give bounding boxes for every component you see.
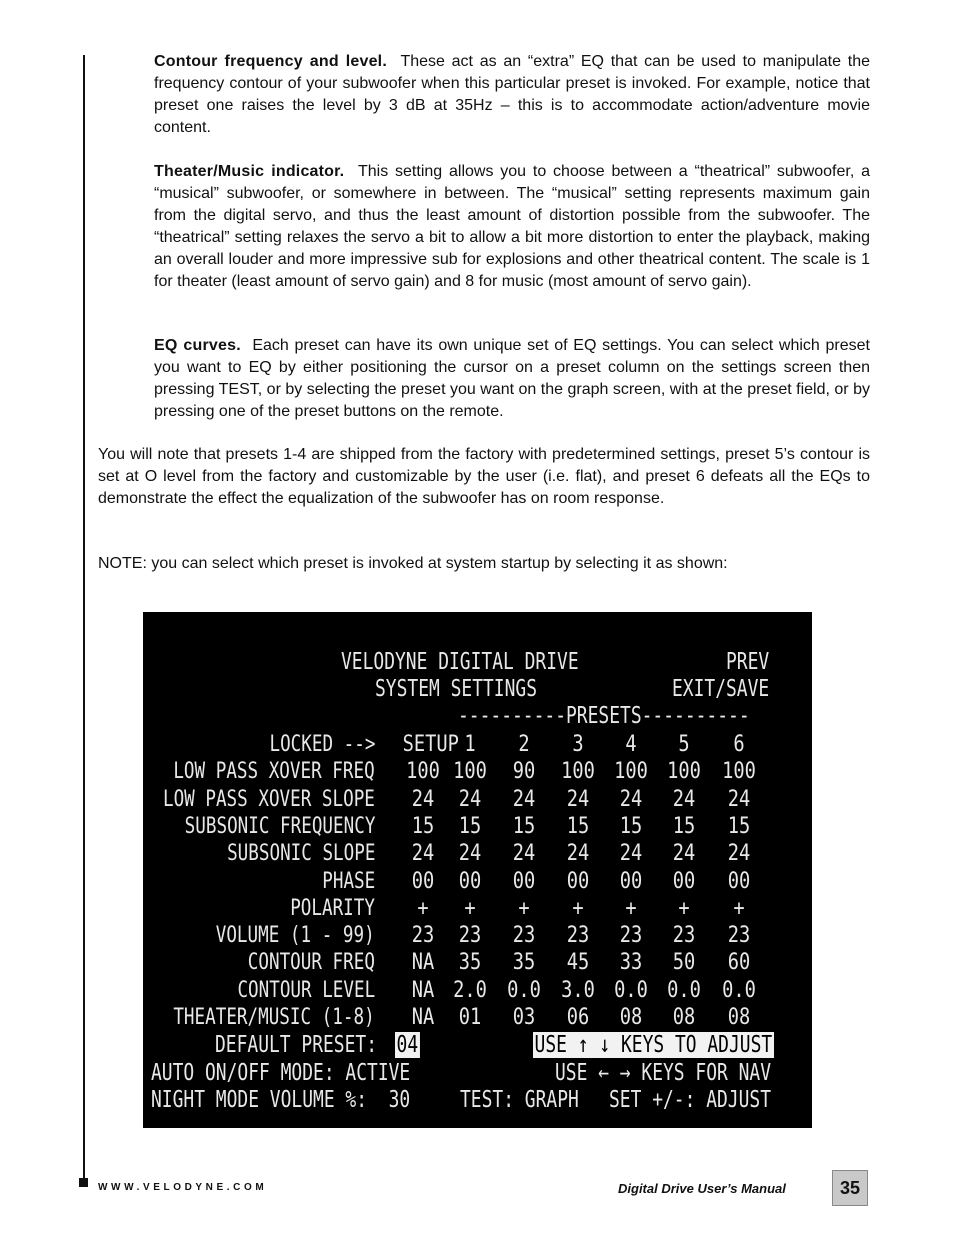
row-label: SUBSONIC SLOPE [226,841,375,867]
row-value[interactable]: + [733,895,745,921]
row-value[interactable]: 24 [566,841,590,867]
row-value[interactable]: 50 [672,950,696,976]
test-graph-option[interactable]: TEST: GRAPH [460,1087,579,1113]
footer-url[interactable]: WWW.VELODYNE.COM [98,1182,268,1193]
row-label: LOW PASS XOVER FREQ [173,759,375,785]
settings-row[interactable] [143,787,812,814]
settings-row[interactable] [143,950,812,977]
default-preset-value[interactable]: 04 [396,1032,419,1058]
row-value[interactable]: 24 [619,841,643,867]
settings-row[interactable] [143,814,812,841]
row-value[interactable]: 24 [619,786,643,812]
row-value[interactable]: 2 [518,732,530,757]
row-value[interactable]: 100 [722,759,756,785]
row-value[interactable]: 00 [411,868,435,894]
row-label: POLARITY [290,895,375,921]
row-value[interactable]: 08 [727,1005,751,1030]
contour-text: These act as an “extra” EQ that can be used to manipulate the frequency contour of your subwoofer when this particular preset is invoked. For example, notice that preset one raises the level by 3 dB at 35Hz – this is to accommodate action/adventure movie content. [154,53,871,136]
row-label: LOCKED --> [269,732,375,757]
margin-rule [83,55,85,1183]
row-label: CONTOUR FREQ [247,950,375,976]
row-value[interactable]: 15 [458,813,482,839]
row-value[interactable]: 00 [566,868,590,894]
row-value[interactable]: 6 [733,732,745,757]
row-value[interactable]: 23 [458,923,482,949]
auto-mode[interactable]: AUTO ON/OFF MODE: ACTIVE [151,1060,411,1086]
row-value[interactable]: 23 [566,923,590,949]
nav-hint: USE ← → KEYS FOR NAV [555,1060,772,1086]
row-value[interactable]: 90 [512,759,536,785]
settings-row[interactable] [143,841,812,868]
adjust-hint-text: USE ↑ ↓ KEYS TO ADJUST [534,1032,773,1058]
row-value[interactable]: 15 [619,813,643,839]
row-label: LOW PASS XOVER SLOPE [163,786,375,812]
eq-text: Each preset can have its own unique set of EQ settings. You can select which preset you want to EQ by either positioning the cursor on a preset column on the settings screen then pressing TEST, or by selecting the preset you want on the graph screen, with at the preset field, or by pressing one of the preset buttons on the remote. [154,337,870,420]
presets-note: You will note that presets 1-4 are shipped from the factory with predetermined settings, preset 5’s contour is set at O level from the factory and customizable by the user (i.e. flat), and preset 6 defeats all the EQs to demonstrate the effect the equalization of the subwoofer has on room response. [98,446,870,507]
contour-paragraph [154,51,870,139]
row-value[interactable]: 00 [727,868,751,894]
row-value[interactable]: 3.0 [561,977,595,1003]
row-value[interactable]: 01 [458,1005,482,1030]
settings-row[interactable] [143,869,812,896]
row-value[interactable]: 60 [727,950,751,976]
startup-note: NOTE: you can select which preset is invoked at system startup by selecting it as shown: [98,555,728,572]
row-value[interactable]: + [625,895,637,921]
page-number: 35 [832,1170,868,1206]
row-value[interactable]: NA [411,977,435,1003]
row-label: THEATER/MUSIC (1-8) [173,1005,375,1030]
exit-save-option[interactable]: EXIT/SAVE [672,676,770,702]
row-value[interactable]: 100 [561,759,595,785]
theater-heading: Theater/Music indicator. [154,163,345,180]
row-value[interactable]: 4 [625,732,637,757]
row-value[interactable]: 0.0 [614,977,648,1003]
row-value[interactable]: SETUP [402,732,459,757]
row-value[interactable]: 100 [614,759,648,785]
settings-row[interactable] [143,978,812,1005]
row-value[interactable]: 23 [411,923,435,949]
row-value[interactable]: 03 [512,1005,536,1030]
night-mode-volume[interactable]: NIGHT MODE VOLUME %: 30 [151,1087,411,1113]
row-value[interactable]: + [518,895,530,921]
settings-screen [143,612,812,1128]
presets-header: ----------PRESETS---------- [458,703,750,729]
settings-row[interactable] [143,759,812,786]
default-preset-field[interactable] [395,1032,420,1059]
row-value[interactable]: NA [411,1005,435,1030]
row-value[interactable]: 2.0 [453,977,487,1003]
row-value[interactable]: 23 [619,923,643,949]
row-value[interactable]: 08 [619,1005,643,1030]
row-value[interactable]: 0.0 [667,977,701,1003]
footer-manual-title: Digital Drive User’s Manual [618,1181,786,1196]
row-value[interactable]: 45 [566,950,590,976]
settings-row[interactable] [143,1005,812,1032]
row-value[interactable]: 33 [619,950,643,976]
row-value[interactable]: 5 [678,732,690,757]
set-adjust-hint: SET +/-: ADJUST [609,1087,772,1113]
row-value[interactable]: 3 [572,732,584,757]
row-value[interactable]: + [417,895,429,921]
row-value[interactable]: 00 [672,868,696,894]
row-value[interactable]: 24 [411,841,435,867]
row-value[interactable]: + [464,895,476,921]
row-value[interactable]: 0.0 [722,977,756,1003]
row-value[interactable]: 15 [411,813,435,839]
adjust-hint [533,1032,774,1059]
eq-paragraph [154,335,870,423]
prev-option[interactable]: PREV [726,649,770,675]
contour-heading: Contour frequency and level. [154,53,387,70]
row-value[interactable]: 24 [458,786,482,812]
row-value[interactable]: 24 [411,786,435,812]
settings-row[interactable] [143,732,812,759]
eq-heading: EQ curves. [154,337,241,354]
row-value[interactable]: 24 [458,841,482,867]
row-value[interactable]: 24 [672,841,696,867]
row-value[interactable]: 15 [566,813,590,839]
row-value[interactable]: 08 [672,1005,696,1030]
row-label: SUBSONIC FREQUENCY [184,813,375,839]
row-value[interactable]: 24 [512,786,536,812]
row-value[interactable]: 00 [619,868,643,894]
row-value[interactable]: 00 [458,868,482,894]
row-value[interactable]: 24 [566,786,590,812]
margin-rule-cap [79,1178,88,1187]
screen-subtitle: SYSTEM SETTINGS [375,676,538,702]
row-value[interactable]: 0.0 [507,977,541,1003]
row-value[interactable]: 1 [464,732,476,757]
row-value[interactable]: 00 [512,868,536,894]
row-value[interactable]: 24 [672,786,696,812]
row-value[interactable]: 23 [672,923,696,949]
theater-paragraph [154,161,870,293]
row-value[interactable]: 100 [667,759,701,785]
default-preset-label: DEFAULT PRESET: [215,1032,378,1058]
row-value[interactable]: + [678,895,690,921]
row-label: VOLUME (1 - 99) [216,923,375,949]
row-value[interactable]: 15 [672,813,696,839]
row-label: CONTOUR LEVEL [237,977,375,1003]
row-value[interactable]: 24 [727,786,751,812]
row-value[interactable]: 15 [727,813,751,839]
row-value[interactable]: 100 [406,759,440,785]
settings-row[interactable] [143,923,812,950]
settings-row[interactable] [143,896,812,923]
row-value[interactable]: 06 [566,1005,590,1030]
row-value[interactable]: 24 [727,841,751,867]
row-value[interactable]: 23 [512,923,536,949]
screen-title: VELODYNE DIGITAL DRIVE [341,649,579,675]
row-value[interactable]: 15 [512,813,536,839]
row-value[interactable]: NA [411,950,435,976]
row-value[interactable]: 35 [458,950,482,976]
row-value[interactable]: 24 [512,841,536,867]
row-label: PHASE [322,868,375,894]
row-value[interactable]: 23 [727,923,751,949]
row-value[interactable]: + [572,895,584,921]
row-value[interactable]: 100 [453,759,487,785]
row-value[interactable]: 35 [512,950,536,976]
theater-text: This setting allows you to choose between a “theatrical” subwoofer, a “musical” subwoofer, or somewhere in between. The “musical” setting represents maximum gain from the digital servo, and thus the least amount of distortion possible from the subwoofer. The “theatrical” setting relaxes the servo a bit to allow a bit more distortion to enter the playback, making an overall louder and more impressive sub for explosions and other theatrical content. The scale is 1 for theater (least amount of servo gain) and 8 for music (most amount of servo gain). [154,163,870,290]
